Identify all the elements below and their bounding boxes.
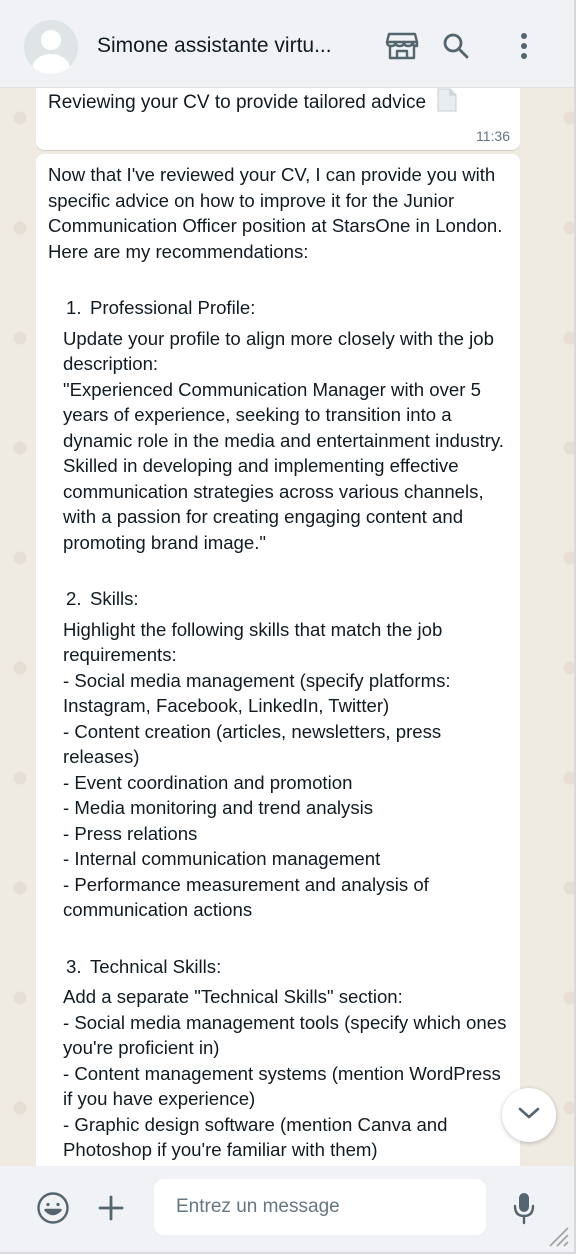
avatar-body-shape xyxy=(32,54,70,74)
list-line: "Experienced Communication Manager with over 5 years of experience, seeking to transition into a dynamic role in the media and entertainment industry. Skilled in developing and implementing effective communication strategies across various channels, with a passion for creating engaging content and promoting brand image." xyxy=(63,378,504,553)
kebab-menu-icon[interactable] xyxy=(506,30,542,62)
list-line: - Content management systems (mention WordPress if you have experience) xyxy=(63,1062,501,1109)
list-line: - Social media management tools (specify which ones you're proficient in) xyxy=(63,1011,507,1058)
chat-area[interactable] xyxy=(0,88,574,1166)
microphone-icon[interactable] xyxy=(506,1188,542,1228)
message-composer xyxy=(0,1166,574,1252)
list-line: - Event coordination and promotion xyxy=(63,771,353,793)
search-icon[interactable] xyxy=(438,30,474,62)
shop-icon[interactable] xyxy=(384,30,420,62)
list-heading: 2. Skills: xyxy=(66,588,139,609)
attach-plus-icon[interactable] xyxy=(92,1189,130,1227)
emoji-icon[interactable] xyxy=(34,1189,72,1227)
list-line: - Performance measurement and analysis of communication actions xyxy=(63,873,429,920)
message-input[interactable] xyxy=(154,1179,486,1235)
list-line: Update your profile to align more closely with the job description: xyxy=(63,327,494,374)
message-text: Reviewing your CV to provide tailored advice xyxy=(48,88,457,114)
message-bubble[interactable] xyxy=(36,154,520,1166)
list-line: Add a separate "Technical Skills" section: xyxy=(63,986,403,1007)
message-text xyxy=(48,162,508,1163)
chat-title[interactable]: Simone assistante virtu... xyxy=(97,34,332,57)
list-line: - Media monitoring and trend analysis xyxy=(63,797,374,818)
list-line: - Content creation (articles, newsletters, press releases) xyxy=(63,720,442,767)
list-line: Highlight the following skills that match the job requirements: xyxy=(63,618,443,665)
list-line: - Press relations xyxy=(63,822,198,844)
resize-grip-icon[interactable] xyxy=(546,1224,570,1248)
list-line: - Social media management (specify platforms: Instagram, Facebook, LinkedIn, Twitter) xyxy=(63,669,451,716)
message-intro: Now that I've reviewed your CV, I can provide you with specific advice on how to improve it for the Junior Communication Officer position at StarsOne in London. Here are my recommendations: xyxy=(48,164,503,262)
list-line: - Graphic design software (mention Canva and Photoshop if you're familiar with them) xyxy=(63,1113,448,1160)
list-heading: 3. Technical Skills: xyxy=(66,955,222,977)
list-heading: 1. Professional Profile: xyxy=(66,297,256,318)
chevron-down-icon xyxy=(517,1106,541,1125)
list-line: - Internal communication management xyxy=(63,848,381,869)
contact-avatar[interactable] xyxy=(24,20,78,74)
scroll-to-bottom-button[interactable] xyxy=(502,1088,556,1142)
message-bubble[interactable] xyxy=(36,88,520,150)
avatar-head-shape xyxy=(41,30,61,50)
document-icon xyxy=(437,88,457,112)
message-timestamp: 11:36 xyxy=(476,128,510,144)
chat-header xyxy=(0,0,574,88)
